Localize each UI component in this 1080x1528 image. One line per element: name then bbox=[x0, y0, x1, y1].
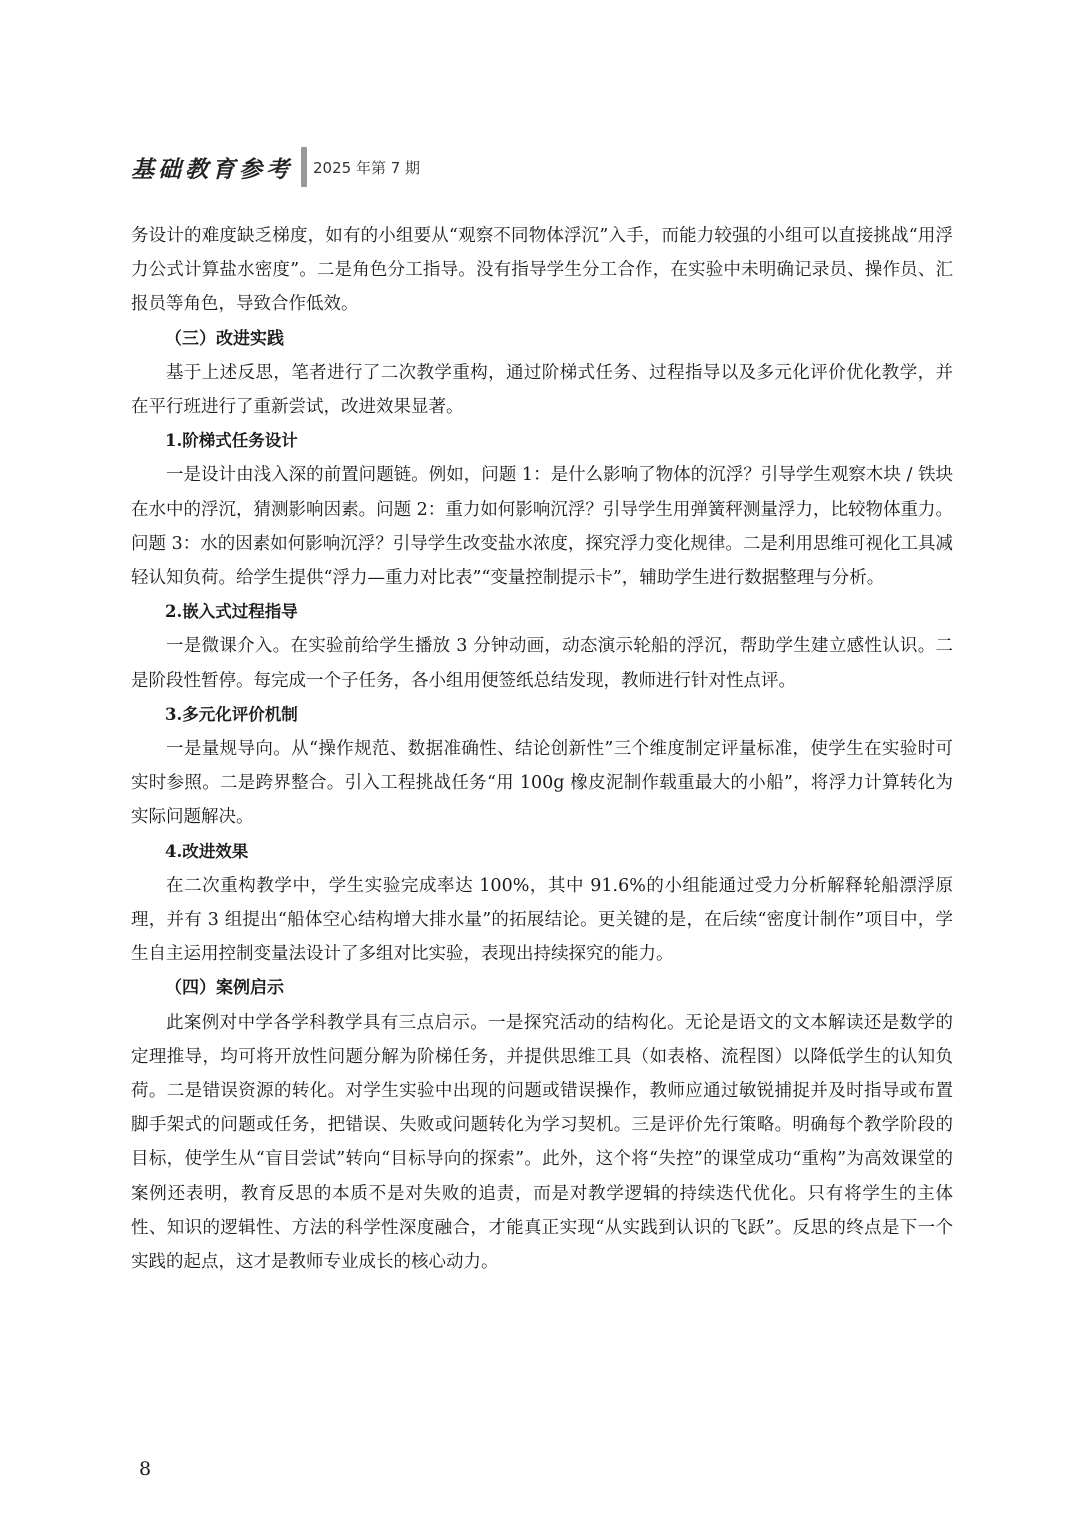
section-heading: （四）案例启示 bbox=[165, 978, 284, 999]
body-paragraph: 基于上述反思，笔者进行了二次教学重构，通过阶梯式任务、过程指导以及多元化评价优化教学，并在平行班进行了重新尝试，改进效果显著。 bbox=[131, 362, 953, 418]
subsection-heading: 2.嵌入式过程指导 bbox=[165, 602, 298, 622]
subsection-heading: 4.改进效果 bbox=[165, 841, 249, 861]
body-paragraph: 一是微课介入。在实验前给学生播放 3 分钟动画，动态演示轮船的浮沉，帮助学生建立感性认识。二是阶段性暂停。每完成一个子任务，各小组用便签纸总结发现，教师进行针对性点评。 bbox=[131, 636, 953, 691]
issue-label: 2025 年第 7 期 bbox=[313, 158, 421, 177]
section-heading: （三）改进实践 bbox=[165, 328, 284, 349]
journal-name: 基础教育参考 bbox=[131, 155, 293, 183]
body-paragraph: 在二次重构教学中，学生实验完成率达 100%，其中 91.6%的小组能通过受力分析解释轮船漂浮原理，并有 3 组提出“船体空心结构增大排水量”的拓展结论。更关键的是，在后续“密度计制作”项目中，学生自主运用控制变量法设计了多组对比实验，表现出持续探究的能力。 bbox=[131, 875, 953, 965]
body-paragraph: 一是量规导向。从“操作规范、数据准确性、结论创新性”三个维度制定评量标准，使学生在实验时可实时参照。二是跨界整合。引入工程挑战任务“用 100g 橡皮泥制作载重最大的小船”，将浮力计算转化为实际问题解决。 bbox=[131, 739, 953, 828]
body-paragraph: 一是设计由浅入深的前置问题链。例如，问题 1：是什么影响了物体的沉浮？引导学生观察木块 / 铁块在水中的浮沉，猜测影响因素。问题 2：重力如何影响沉浮？引导学生用弹簧秤测量浮力，比较物体重力。问题 3：水的因素如何影响沉浮？引导学生改变盐水浓度，探究浮力变化规律。二是利用思维可视化工具减轻认知负荷。给学生提供“浮力—重力对比表”“变量控制提示卡”，辅助学生进行数据整理与分析。 bbox=[131, 465, 953, 589]
header-divider-bar bbox=[301, 147, 307, 187]
body-paragraph: 务设计的难度缺乏梯度，如有的小组要从“观察不同物体浮沉”入手，而能力较强的小组可以直接挑战“用浮力公式计算盐水密度”。二是角色分工指导。没有指导学生分工合作，在实验中未明确记录员、操作员、汇报员等角色，导致合作低效。 bbox=[131, 226, 953, 315]
article-body bbox=[131, 219, 953, 1279]
body-paragraph: 此案例对中学各学科教学具有三点启示。一是探究活动的结构化。无论是语文的文本解读还是数学的定理推导，均可将开放性问题分解为阶梯任务，并提供思维工具（如表格、流程图）以降低学生的认知负荷。二是错误资源的转化。对学生实验中出现的问题或错误操作，教师应通过敏锐捕捉并及时指导或布置脚手架式的问题或任务，把错误、失败或问题转化为学习契机。三是评价先行策略。明确每个教学阶段的目标，使学生从“盲目尝试”转向“目标导向的探索”。此外，这个将“失控”的课堂成功“重构”为高效课堂的案例还表明，教育反思的本质不是对失败的追责，而是对教学逻辑的持续迭代优化。只有将学生的主体性、知识的逻辑性、方法的科学性深度融合，才能真正实现“从实践到认识的飞跃”。反思的终点是下一个实践的起点，这才是教师专业成长的核心动力。 bbox=[131, 1012, 953, 1273]
page-number: 8 bbox=[139, 1458, 152, 1480]
subsection-heading: 1.阶梯式任务设计 bbox=[165, 431, 298, 451]
subsection-heading: 3.多元化评价机制 bbox=[165, 704, 298, 724]
running-header bbox=[131, 147, 420, 187]
